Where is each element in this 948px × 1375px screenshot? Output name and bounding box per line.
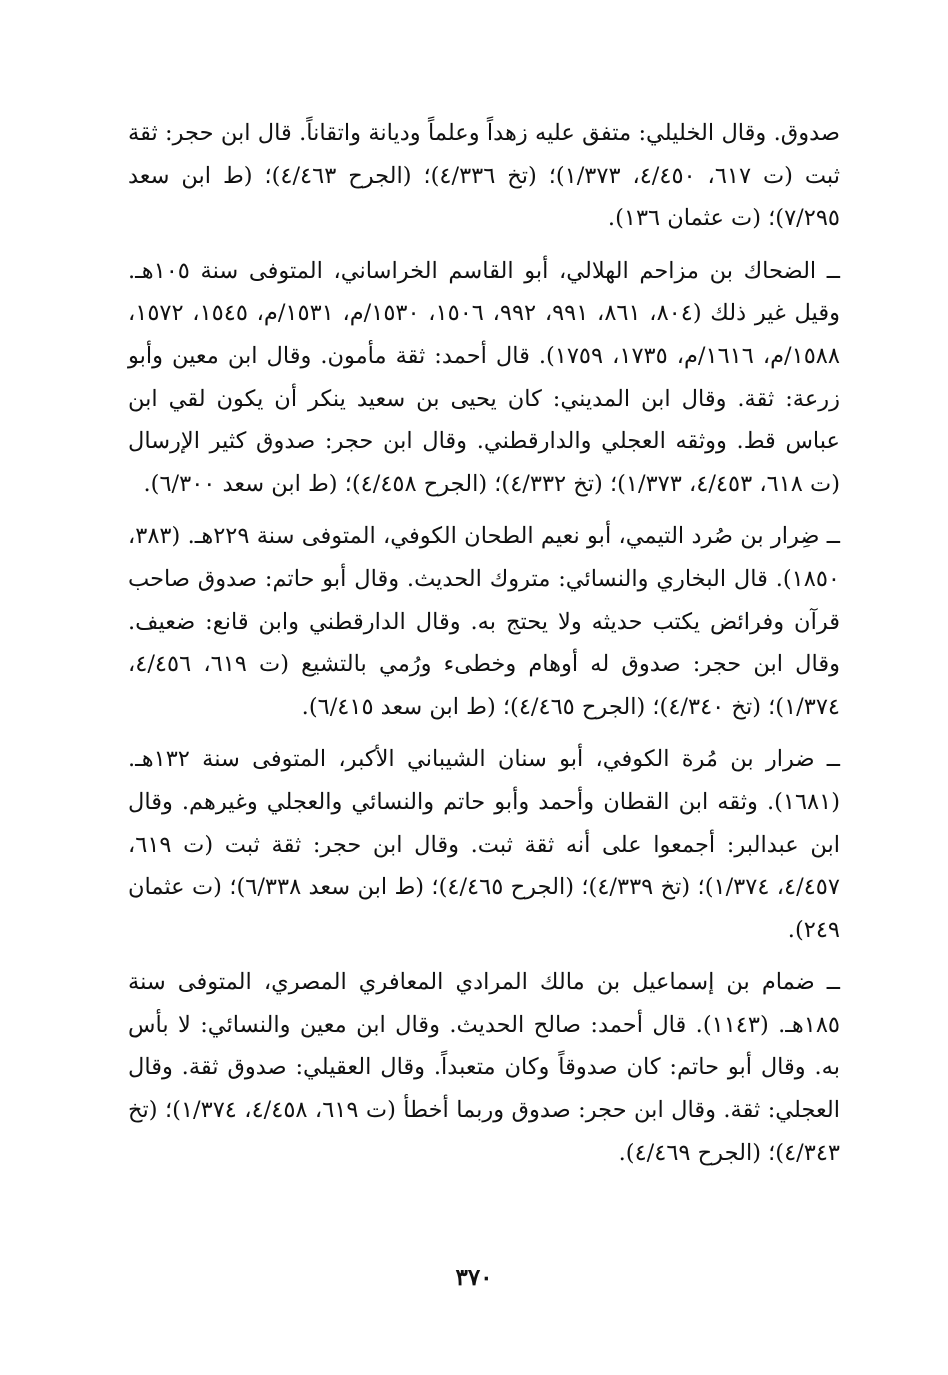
paragraph-continuation: صدوق. وقال الخليلي: متفق عليه زهداً وعلماً وديانة واتقاناً. قال ابن حجر: ثقة ثبت (ت ٦١٧، ٤/٤٥٠، ١/٣٧٣)؛ (تخ ٤/٣٣٦)؛ (الجرح ٤/٤٦٣)؛ (ط ابن سعد ٧/٢٩٥)؛ (ت عثمان ١٣٦). [128,120,840,232]
page-body [128,112,840,1174]
page-number: ٣٧٠ [455,1264,493,1291]
entry-al-dahhak-ibn-muzahim: ــ الضحاك بن مزاحم الهلالي، أبو القاسم الخراساني، المتوفى سنة ١٠٥هـ. وقيل غير ذلك (٨٠٤، ٨٦١، ٩٩١، ٩٩٢، ١٥٠٦، ١٥٣٠/م، ١٥٣١/م، ١٥٤٥، ١٥٧٢، ١٥٨٨/م، ١٦١٦/م، ١٧٣٥، ١٧٥٩). قال أحمد: ثقة مأمون. وقال ابن معين وأبو زرعة: ثقة. وقال ابن المديني: كان يحيى بن سعيد ينكر أن يكون لقي ابن عباس قط. ووثقه العجلي والدارقطني. وقال ابن حجر: صدوق كثير الإرسال (ت ٦١٨، ٤/٤٥٣، ١/٣٧٣)؛ (تخ ٤/٣٣٢)؛ (الجرح ٤/٤٥٨)؛ (ط ابن سعد ٦/٣٠٠). [128,257,840,497]
entry-dirar-ibn-murra: ــ ضرار بن مُرة الكوفي، أبو سنان الشيباني الأكبر، المتوفى سنة ١٣٢هـ. (١٦٨١). وثقه ابن القطان وأحمد وأبو حاتم والنسائي والعجلي وغيرهم. وقال ابن عبدالبر: أجمعوا على أنه ثقة ثبت. وقال ابن حجر: ثقة ثبت (ت ٦١٩، ٤/٤٥٧، ١/٣٧٤)؛ (تخ ٤/٣٣٩)؛ (الجرح ٤/٤٦٥)؛ (ط ابن سعد ٦/٣٣٨)؛ (ت عثمان ٢٤٩). [128,746,840,943]
entry-dimam-ibn-ismail: ــ ضمام بن إسماعيل بن مالك المرادي المعافري المصري، المتوفى سنة ١٨٥هـ. (١١٤٣). قال أحمد: صالح الحديث. وقال ابن معين والنسائي: لا بأس به. وقال أبو حاتم: كان صدوقاً وكان متعبداً. وقال العقيلي: صدوق ثقة. وقال العجلي: ثقة. وقال ابن حجر: صدوق وربما أخطأ (ت ٦١٩، ٤/٤٥٨، ١/٣٧٤)؛ (تخ ٤/٣٤٣)؛ (الجرح ٤/٤٦٩). [128,969,840,1166]
entry-dirar-ibn-surad: ــ ضِرار بن صُرد التيمي، أبو نعيم الطحان الكوفي، المتوفى سنة ٢٢٩هـ. (٣٨٣، ١٨٥٠). قال البخاري والنسائي: متروك الحديث. وقال أبو حاتم: صدوق صاحب قرآن وفرائض يكتب حديثه ولا يحتج به. وقال الدارقطني وابن قانع: ضعيف. وقال ابن حجر: صدوق له أوهام وخطىء ورُمي بالتشيع (ت ٦١٩، ٤/٤٥٦، ١/٣٧٤)؛ (تخ ٤/٣٤٠)؛ (الجرح ٤/٤٦٥)؛ (ط ابن سعد ٦/٤١٥). [128,523,841,720]
